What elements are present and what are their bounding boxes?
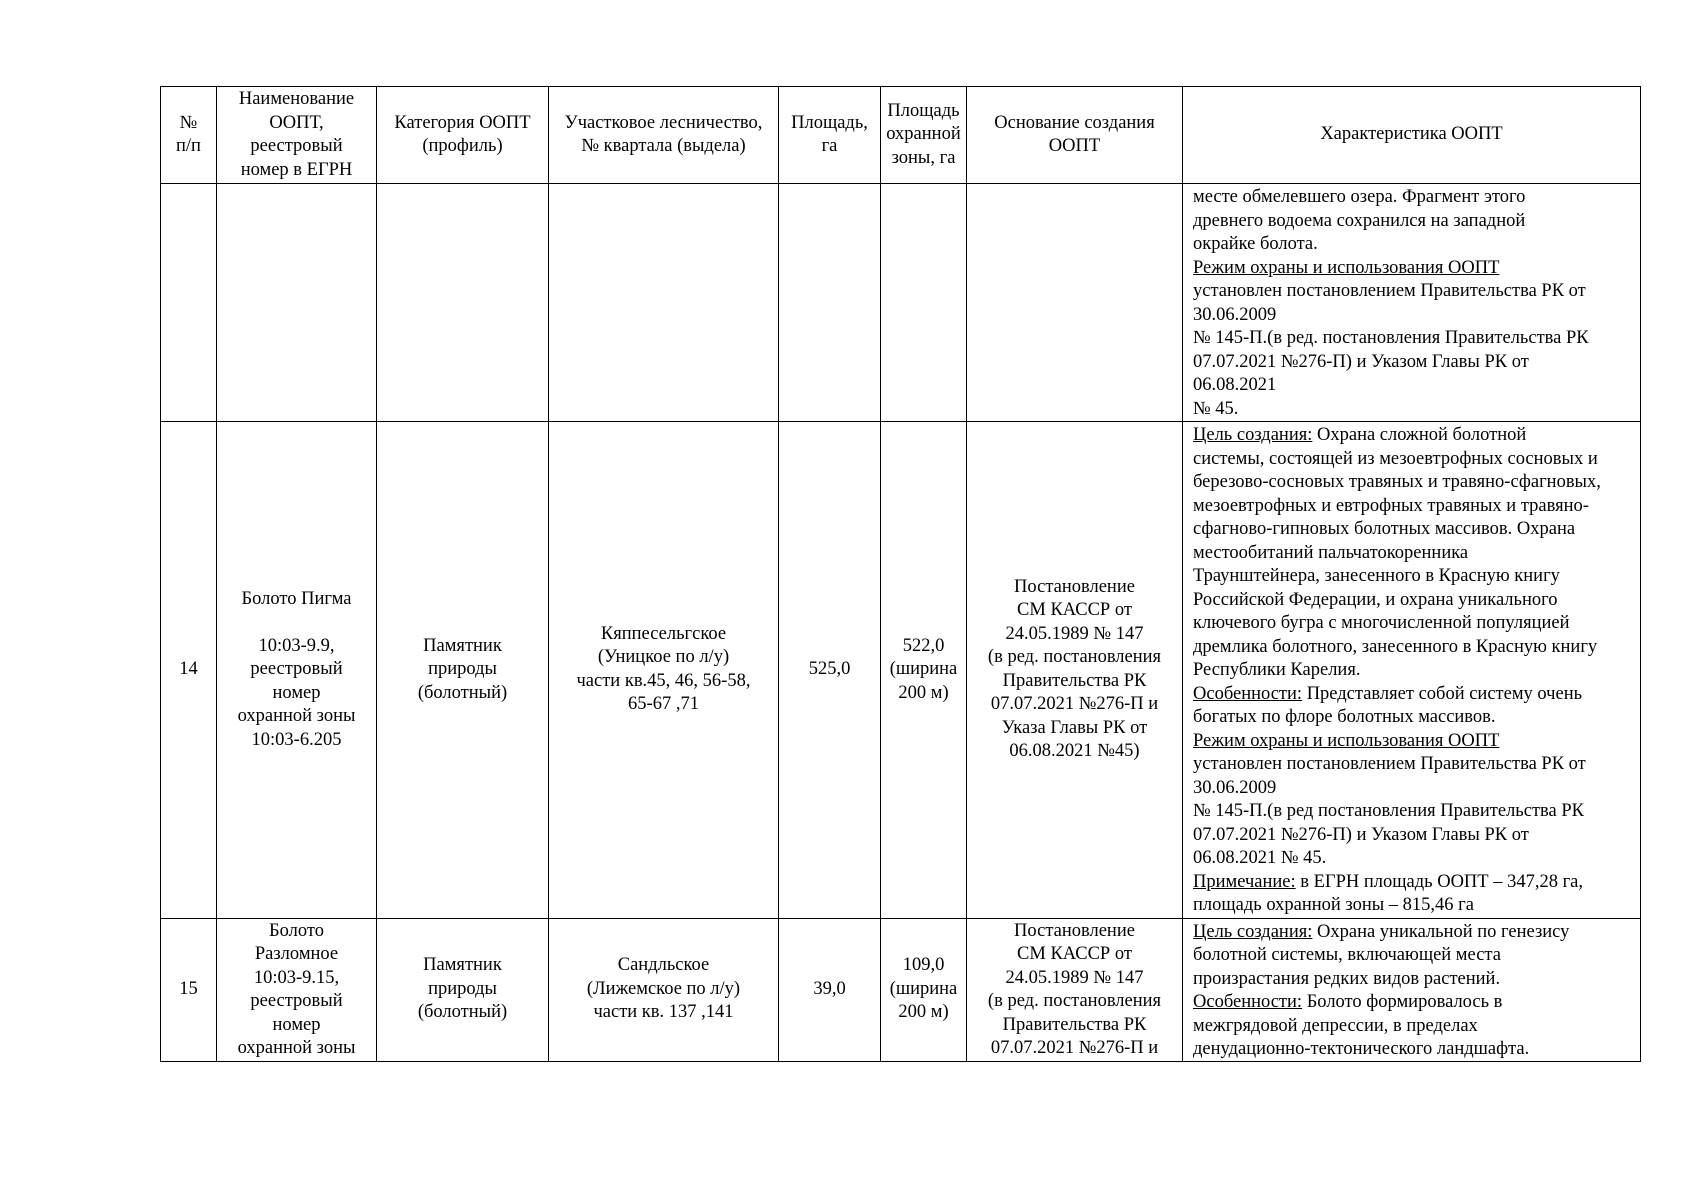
regime-label: Режим охраны и использования ООПТ bbox=[1193, 257, 1500, 278]
cell-area bbox=[779, 184, 881, 422]
goal-label: Цель создания: bbox=[1193, 921, 1313, 942]
note-label: Примечание: bbox=[1193, 871, 1296, 892]
cell-num bbox=[161, 184, 217, 422]
cell-buffer bbox=[881, 184, 967, 422]
cell-basis: Постановление СМ КАССР от 24.05.1989 № 147 (в ред. постановления Правительства РК 07.07.2021 №276-П и bbox=[967, 918, 1183, 1061]
cell-area: 525,0 bbox=[779, 422, 881, 919]
header-buffer-area: Площадь охранной зоны, га bbox=[881, 87, 967, 184]
cell-basis: Постановление СМ КАССР от 24.05.1989 № 147 (в ред. постановления Правительства РК 07.07.2021 №276-П и Указа Главы РК от 06.08.2021 №45) bbox=[967, 422, 1183, 919]
cell-category: Памятник природы (болотный) bbox=[377, 422, 549, 919]
goal-label: Цель создания: bbox=[1193, 425, 1313, 445]
header-area: Площадь, га bbox=[779, 87, 881, 184]
header-category: Категория ООПТ (профиль) bbox=[377, 87, 549, 184]
header-num: № п/п bbox=[161, 87, 217, 184]
cell-characteristics: месте обмелевшего озера. Фрагмент этого древнего водоема сохранился на западной окрайке болота. Режим охраны и использования ООПТ установлен постановлением Правительства РК от 30.06.2009 № 145-П.(в ред. постановления Правительства РК 07.07.2021 №276-П) и Указом Главы РК от 06.08.2021 № 45. bbox=[1183, 184, 1641, 422]
header-forestry: Участковое лесничество, № квартала (выдела) bbox=[549, 87, 779, 184]
cell-forestry: Кяппесельгское (Уницкое по л/у) части кв.45, 46, 56-58, 65-67 ,71 bbox=[549, 422, 779, 919]
cell-area: 39,0 bbox=[779, 918, 881, 1061]
cell-forestry bbox=[549, 184, 779, 422]
cell-characteristics: Цель создания: Охрана сложной болотной системы, состоящей из мезоевтрофных сосновых и березово-сосновых травяных и травяно-сфагновых, мезоевтрофных и евтрофных травяных и травяно- сфагново-гипновых болотных массивов. Охрана местообитаний пальчатокоренника Траунштейнера, занесенного в Красную книгу Российской Федерации, и охрана уникального ключевого бугра с многочисленной популяцией дремлика болотного, занесенного в Красную книгу Республики Карелия. Особенности: Представляет собой систему очень богатых по флоре болотных массивов. Режим охраны и использования ООПТ установлен постановлением Правительства РК от 30.06.2009 № 145-П.(в ред постановления Правительства РК 07.07.2021 №276-П) и Указом Главы РК от 06.08.2021 № 45. Примечание: в ЕГРН площадь ООПТ – 347,28 га, площадь охранной зоны – 815,46 га bbox=[1183, 422, 1641, 919]
cell-basis bbox=[967, 184, 1183, 422]
cell-category: Памятник природы (болотный) bbox=[377, 918, 549, 1061]
cell-buffer: 109,0 (ширина 200 м) bbox=[881, 918, 967, 1061]
header-name: Наименование ООПТ, реестровый номер в ЕГРН bbox=[217, 87, 377, 184]
regime-label: Режим охраны и использования ООПТ bbox=[1193, 730, 1500, 751]
cell-name: Болото Пигма 10:03-9.9, реестровый номер охранной зоны 10:03-6.205 bbox=[217, 422, 377, 919]
table-header-row bbox=[161, 87, 1641, 184]
table-row bbox=[161, 422, 1641, 919]
features-label: Особенности: bbox=[1193, 992, 1303, 1012]
cell-buffer: 522,0 (ширина 200 м) bbox=[881, 422, 967, 919]
header-basis: Основание создания ООПТ bbox=[967, 87, 1183, 184]
cell-num: 15 bbox=[161, 918, 217, 1061]
cell-characteristics: Цель создания: Охрана уникальной по генезису болотной системы, включающей места произрастания редких видов растений. Особенности: Болото формировалось в межгрядовой депрессии, в пределах денудационно-тектонического ландшафта. bbox=[1183, 918, 1641, 1061]
cell-num: 14 bbox=[161, 422, 217, 919]
cell-category bbox=[377, 184, 549, 422]
oopt-table bbox=[160, 86, 1641, 1062]
table-row bbox=[161, 184, 1641, 422]
cell-forestry: Сандльское (Лижемское по л/у) части кв. 137 ,141 bbox=[549, 918, 779, 1061]
table-row bbox=[161, 918, 1641, 1061]
cell-name bbox=[217, 184, 377, 422]
header-characteristics: Характеристика ООПТ bbox=[1183, 87, 1641, 184]
features-label: Особенности: bbox=[1193, 683, 1303, 704]
cell-name: Болото Разломное 10:03-9.15, реестровый номер охранной зоны bbox=[217, 918, 377, 1061]
